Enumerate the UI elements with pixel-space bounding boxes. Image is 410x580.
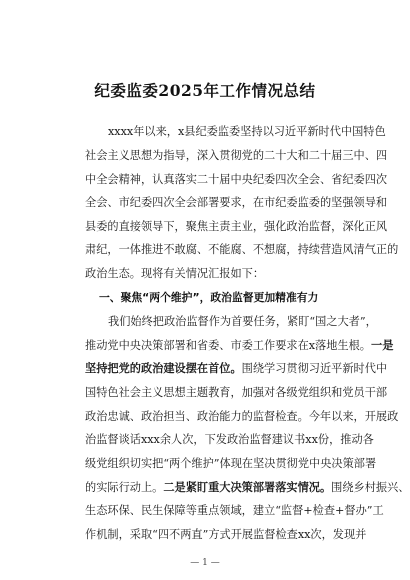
intro-line: xxxx年以来，x县纪委监委坚持以习近平新时代中国特色 <box>108 125 386 138</box>
page-number: — 1 — <box>190 558 220 568</box>
body-line: 我们始终把政治监督作为首要任务，紧盯“国之大者”， <box>108 315 377 328</box>
body-text: 推动党中央决策部署和省委、市委工作要求在x落地生根。 <box>85 339 371 352</box>
point-heading: 二是紧盯重大决策部署落实情况。 <box>163 481 332 494</box>
document-title: 纪委监委2025年工作情况总结 <box>94 81 316 100</box>
intro-line: 肃纪，一体推进不敢腐、不能腐、不想腐，持续营造风清气正的 <box>85 243 399 256</box>
body-text: 的实际行动上。 <box>85 481 164 494</box>
body-line: 级党组织切实把“两个维护”体现在坚决贯彻党中央决策部署 <box>85 457 377 470</box>
body-line <box>85 481 409 495</box>
body-line <box>85 362 387 376</box>
body-text: 围绕乡村振兴、 <box>331 481 410 494</box>
intro-line: 社会主义思想为指导，深入贯彻党的二十大和二十届三中、四 <box>85 149 388 162</box>
body-line: 生态环保、民生保障等重点领域，建立“监督+检查+督办”工 <box>85 504 384 517</box>
body-text: 围绕学习贯彻习近平新时代中 <box>241 362 388 375</box>
point-marker: 一是 <box>371 339 394 352</box>
intro-line: 全会、市纪委四次全会部署要求，在市纪委监委的坚强领导和 <box>85 196 388 209</box>
intro-line: 县委的直接领导下，聚焦主责主业，强化政治监督，深化正风 <box>85 220 388 233</box>
body-line: 治监督谈话xxx余人次，下发政治监督建议书xx份，推动各 <box>85 433 374 446</box>
intro-line: 中全会精神，认真落实二十届中央纪委四次全会、省纪委四次 <box>85 173 388 186</box>
body-line: 国特色社会主义思想主题教育，加强对各级党组织和党员干部 <box>85 386 388 399</box>
intro-line: 政治生态。现将有关情况汇报如下： <box>85 267 265 280</box>
body-line <box>85 339 393 353</box>
section-heading: 一、聚焦“两个维护”，政治监督更加精准有力 <box>99 291 319 304</box>
point-heading: 坚持把党的政治建设摆在首位。 <box>85 362 242 375</box>
body-line: 作机制，采取“四不两直”方式开展监督检查xx次，发现并 <box>85 528 367 541</box>
body-line: 政治忠诚、政治担当、政治能力的监督检查。今年以来，开展政 <box>85 410 399 423</box>
